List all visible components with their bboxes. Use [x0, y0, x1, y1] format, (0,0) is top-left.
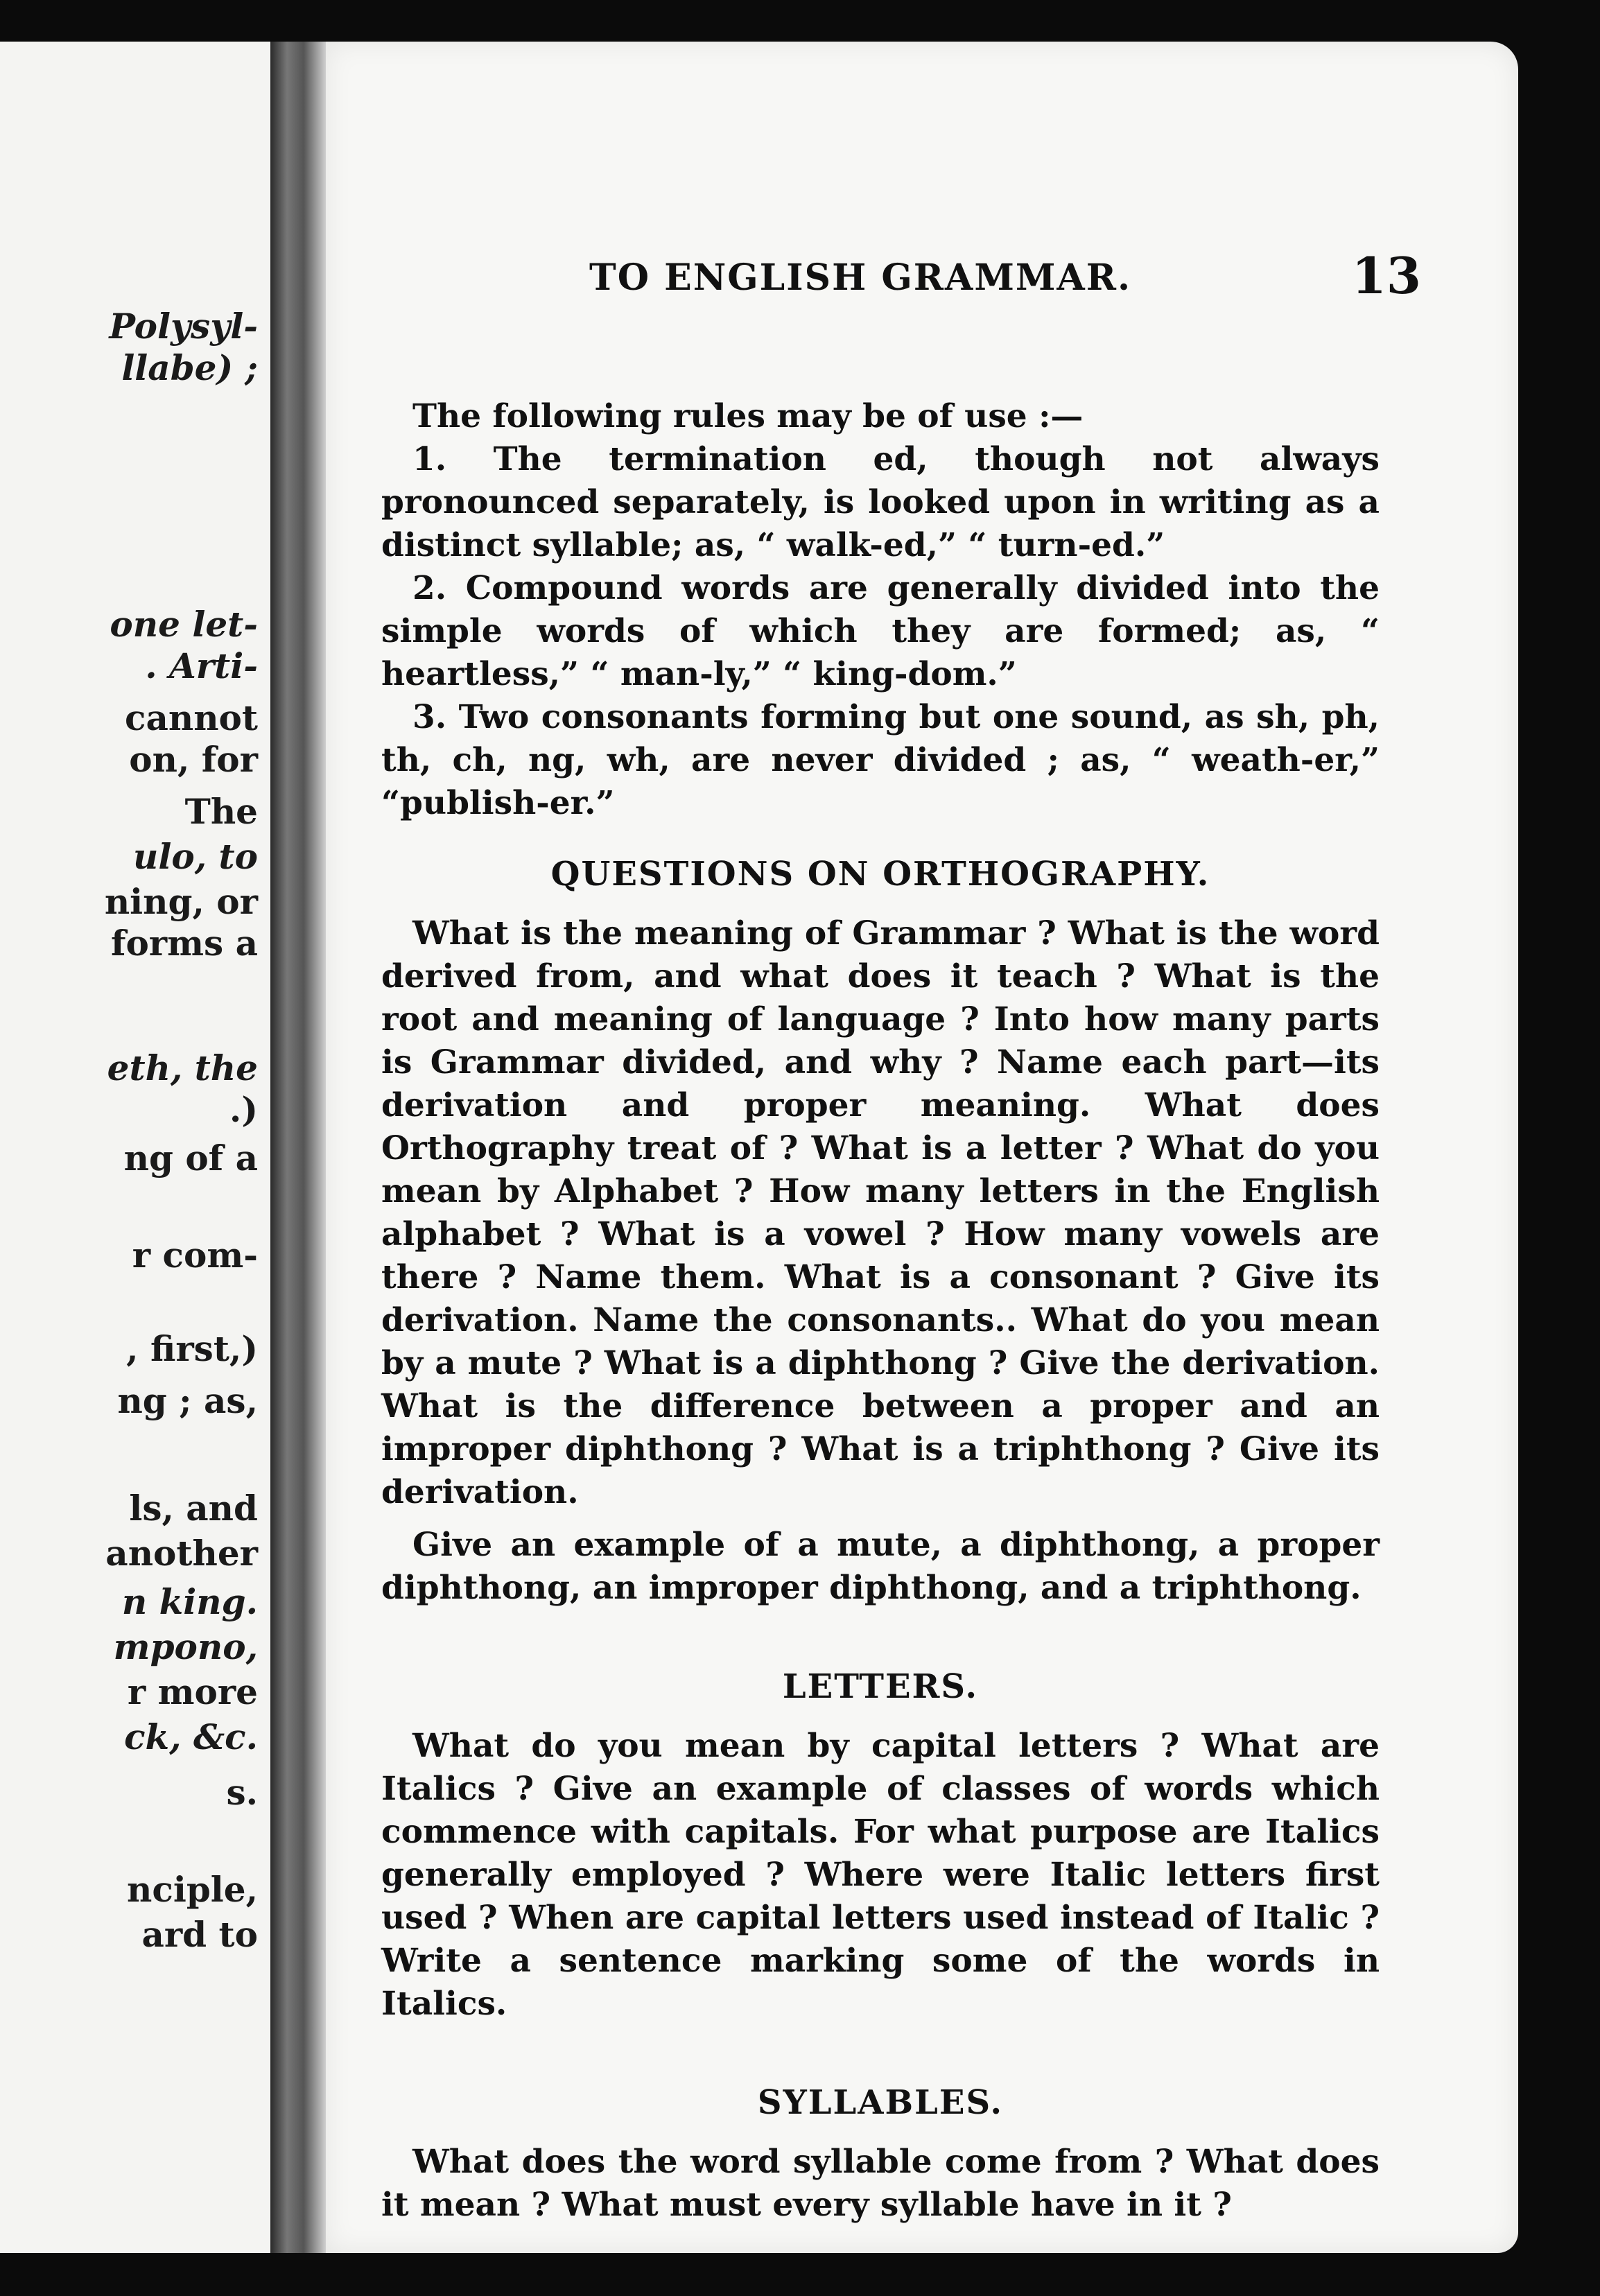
facing-page-line: ard to [141, 1914, 258, 1955]
letters-questions: What do you mean by capital letters ? What are Italics ? Give an example of classes of words which commence with capitals. For what purpose are Italics generally employed ? Where were Italic letters first used ? When are capital letters used instead of Italic ? Write a sentence marking some of the words in Italics. [381, 1727, 1380, 2023]
section-heading-letters: LETTERS. [782, 1667, 979, 1706]
facing-page-line: nciple, [127, 1869, 258, 1910]
facing-page-line: Polysyl- [109, 306, 258, 347]
facing-page-line: ulo, to [133, 836, 258, 877]
facing-page-line: on, for [129, 739, 258, 780]
orthography-questions: What is the meaning of Grammar ? What is the word derived from, and what does it teach ? What is the root and meaning of language ? Into how many parts is Grammar divided, and why ? Name each part—its derivation and proper meaning. What does Orthography treat of ? What is a letter ? What do you mean by Alphabet ? How many letters in the English alphabet ? What is a vowel ? How many vowels are there ? Name them. What is a consonant ? Give its derivation. Name the consonants.. What do you mean by a mute ? What is a diphthong ? Give the derivation. What is the difference between a proper and an improper diphthong ? What is a triphthong ? Give its derivation. [381, 914, 1380, 1511]
facing-page-line: . Arti- [145, 645, 258, 686]
running-head [589, 246, 1421, 305]
facing-page-line: eth, the [107, 1047, 258, 1088]
facing-page-line: llabe) ; [121, 347, 258, 388]
syllables-questions: What does the word syllable come from ? What does it mean ? What must every syllable have in it ? [381, 2143, 1380, 2224]
rules-intro: The following rules may be of use :— [412, 397, 1084, 435]
section-heading-syllables: SYLLABLES. [757, 2083, 1004, 2122]
facing-page-line: mpono, [113, 1626, 258, 1667]
facing-page-line: cannot [125, 697, 258, 738]
facing-page-fragment [0, 42, 272, 2253]
facing-page-line: The [184, 791, 258, 832]
facing-page-line: r more [127, 1671, 258, 1712]
facing-page-line: ck, &c. [124, 1716, 258, 1757]
page-body [381, 395, 1380, 2227]
facing-page-line: n king. [121, 1581, 258, 1622]
facing-page-line: , first,) [126, 1328, 258, 1369]
rule-2: 2. Compound words are generally divided into the simple words of which they are formed; as, “ heartless,” “ man-ly,” “ king-dom.” [381, 569, 1380, 693]
facing-page-line: one let- [110, 604, 258, 645]
page-number: 13 [1351, 246, 1421, 305]
facing-page-line: ng ; as, [117, 1380, 258, 1421]
book-page [326, 42, 1518, 2253]
section-heading-orthography: QUESTIONS ON ORTHOGRAPHY. [550, 855, 1210, 894]
book-gutter [270, 42, 326, 2253]
facing-page-line: ning, or [104, 881, 258, 922]
facing-page-line: ng of a [123, 1138, 258, 1179]
orthography-example: Give an example of a mute, a diphthong, a proper diphthong, an improper diphthong, and a triphthong. [381, 1526, 1380, 1607]
facing-page-line: r com- [132, 1235, 258, 1276]
rule-1: 1. The termination ed, though not always pronounced separately, is looked upon in writing as a distinct syllable; as, “ walk-ed,” “ turn-ed.” [381, 440, 1380, 564]
facing-page-line: s. [226, 1772, 258, 1813]
rule-3: 3. Two consonants forming but one sound, as sh, ph, th, ch, ng, wh, are never divided ; as, “ weath-er,” “publish-er.” [381, 698, 1380, 822]
facing-page-line: forms a [110, 923, 258, 964]
facing-page-line: .) [229, 1089, 258, 1130]
facing-page-line: ls, and [129, 1488, 258, 1529]
facing-page-line: another [105, 1533, 258, 1574]
running-head-title: TO ENGLISH GRAMMAR. [589, 256, 1132, 299]
